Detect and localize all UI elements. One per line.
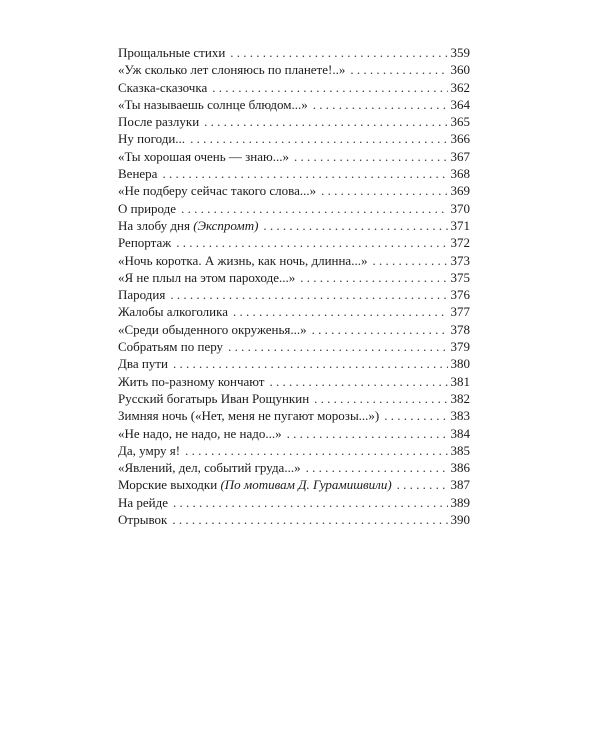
entry-title-text: Зимняя ночь («Нет, меня не пугают морозы...») [118, 408, 380, 424]
dot-leader [350, 61, 447, 78]
page-number: 375 [450, 269, 470, 285]
entry-title-text: Репортаж [118, 235, 172, 251]
dot-leader [172, 511, 447, 528]
entry-title [118, 321, 307, 338]
toc-entry [118, 476, 470, 493]
entry-title [118, 303, 228, 320]
entry-title-text: После разлуки [118, 114, 200, 130]
toc-entry [118, 130, 470, 147]
page-number: 390 [450, 512, 470, 528]
toc-entry [118, 425, 470, 442]
dot-leader [228, 338, 447, 355]
dot-leader [263, 217, 447, 234]
entry-title [118, 252, 367, 269]
entry-title [118, 459, 301, 476]
dot-leader [287, 425, 448, 442]
entry-title [118, 355, 168, 372]
toc-entry [118, 442, 470, 459]
toc-entry [118, 269, 470, 286]
dot-leader [185, 442, 447, 459]
entry-title [118, 476, 392, 493]
toc-entry [118, 286, 470, 303]
entry-title [118, 165, 157, 182]
entry-title-text: Венера [118, 166, 158, 182]
entry-title [118, 425, 282, 442]
entry-title [118, 79, 207, 96]
entry-title-text: О природе [118, 200, 177, 216]
dot-leader [312, 321, 448, 338]
dot-leader [190, 130, 447, 147]
entry-title-text: Собратьям по перу [118, 339, 224, 355]
dot-leader [162, 165, 447, 182]
page-number: 359 [450, 45, 470, 60]
toc-entry [118, 511, 470, 528]
toc-entry [118, 113, 470, 130]
dot-leader [270, 373, 448, 390]
entry-title-text: Сказка-сказочка [118, 79, 208, 95]
entry-title-text: «Среди обыденного окруженья...» [118, 321, 307, 337]
toc-entry [118, 165, 470, 182]
toc-entry [118, 96, 470, 113]
dot-leader [170, 286, 447, 303]
toc-entry [118, 321, 470, 338]
page-number: 371 [450, 217, 470, 233]
page-number: 386 [450, 460, 470, 476]
toc-entry [118, 494, 470, 511]
dot-leader [173, 494, 447, 511]
entry-title-text: «Явлений, дел, событий груда...» [118, 460, 301, 476]
page-number: 379 [450, 339, 470, 355]
entry-title-text: «Я не плыл на этом пароходе...» [118, 269, 296, 285]
toc-entry [118, 252, 470, 269]
dot-leader [204, 113, 447, 130]
toc-entry [118, 303, 470, 320]
dot-leader [230, 44, 447, 61]
entry-subtitle: (По мотивам Д. Гурамишвили) [220, 477, 392, 493]
entry-title [118, 200, 176, 217]
entry-title [118, 494, 168, 511]
page-number: 366 [450, 131, 470, 147]
page-number: 381 [450, 373, 470, 389]
entry-title-text: Отрывок [118, 512, 168, 528]
dot-leader [212, 79, 447, 96]
entry-title-text: Пародия [118, 287, 166, 303]
toc-entry [118, 407, 470, 424]
dot-leader [306, 459, 448, 476]
toc-entry [118, 459, 470, 476]
dot-leader [313, 96, 448, 113]
toc-entry [118, 338, 470, 355]
entry-title [118, 130, 185, 147]
toc-entry [118, 373, 470, 390]
dot-leader [300, 269, 447, 286]
entry-title [118, 373, 265, 390]
toc-entry [118, 79, 470, 96]
dot-leader [372, 252, 447, 269]
page-number: 389 [450, 494, 470, 510]
entry-title-text: «Ночь коротка. А жизнь, как ночь, длинна...» [118, 252, 368, 268]
entry-title-text: На злобу дня [118, 217, 194, 233]
entry-title [118, 234, 171, 251]
entry-title [118, 96, 308, 113]
page-number: 367 [450, 148, 470, 164]
dot-leader [173, 355, 448, 372]
entry-title-text: «Ты называешь солнце блюдом...» [118, 96, 308, 112]
entry-title-text: Прощальные стихи [118, 45, 226, 60]
entry-title [118, 286, 165, 303]
entry-title-text: Два пути [118, 356, 168, 372]
toc-entry [118, 148, 470, 165]
page-number: 376 [450, 287, 470, 303]
page-number: 387 [450, 477, 470, 493]
toc-entry [118, 234, 470, 251]
entry-title-text: Ну погоди... [118, 131, 186, 147]
toc-entry [118, 200, 470, 217]
page-number: 369 [450, 183, 470, 199]
toc-entry [118, 217, 470, 234]
dot-leader [294, 148, 448, 165]
entry-title [118, 217, 258, 234]
page-number: 377 [450, 304, 470, 320]
entry-title [118, 148, 289, 165]
dot-leader [181, 200, 447, 217]
entry-title [118, 407, 379, 424]
entry-title [118, 442, 180, 459]
entry-title [118, 61, 345, 78]
dot-leader [176, 234, 447, 251]
page-number: 373 [450, 252, 470, 268]
toc-entry [118, 182, 470, 199]
entry-title-text: Жить по-разному кончают [118, 373, 265, 389]
page-number: 364 [450, 96, 470, 112]
entry-title [118, 269, 295, 286]
entry-title [118, 338, 223, 355]
entry-title [118, 390, 309, 407]
entry-title-text: Русский богатырь Иван Рощункин [118, 390, 310, 406]
entry-title [118, 113, 199, 130]
dot-leader [321, 182, 447, 199]
entry-title [118, 511, 167, 528]
entry-title-text: Жалобы алкоголика [118, 304, 228, 320]
page-number: 368 [450, 166, 470, 182]
dot-leader [384, 407, 447, 424]
page-number: 370 [450, 200, 470, 216]
dot-leader [397, 476, 448, 493]
page-number: 378 [450, 321, 470, 337]
page-number: 383 [450, 408, 470, 424]
entry-title [118, 44, 225, 61]
entry-subtitle: (Экспромт) [193, 217, 259, 233]
entry-title-text: «Уж сколько лет слоняюсь по планете!..» [118, 62, 346, 78]
table-of-contents [118, 44, 470, 528]
entry-title-text: Морские выходки [118, 477, 221, 493]
page-number: 372 [450, 235, 470, 251]
toc-entry [118, 355, 470, 372]
page-number: 362 [450, 79, 470, 95]
entry-title-text: На рейде [118, 494, 169, 510]
entry-title [118, 182, 316, 199]
page-number: 360 [450, 62, 470, 78]
page-number: 382 [450, 390, 470, 406]
toc-entry [118, 390, 470, 407]
page-number: 384 [450, 425, 470, 441]
entry-title-text: Да, умру я! [118, 442, 181, 458]
page-number: 380 [450, 356, 470, 372]
entry-title-text: «Не надо, не надо, не надо...» [118, 425, 282, 441]
toc-entry [118, 61, 470, 78]
toc-entry [118, 44, 470, 61]
entry-title-text: «Ты хорошая очень — знаю...» [118, 148, 289, 164]
page-number: 385 [450, 442, 470, 458]
page-number: 365 [450, 114, 470, 130]
entry-title-text: «Не подберу сейчас такого слова...» [118, 183, 317, 199]
dot-leader [314, 390, 447, 407]
dot-leader [233, 303, 448, 320]
